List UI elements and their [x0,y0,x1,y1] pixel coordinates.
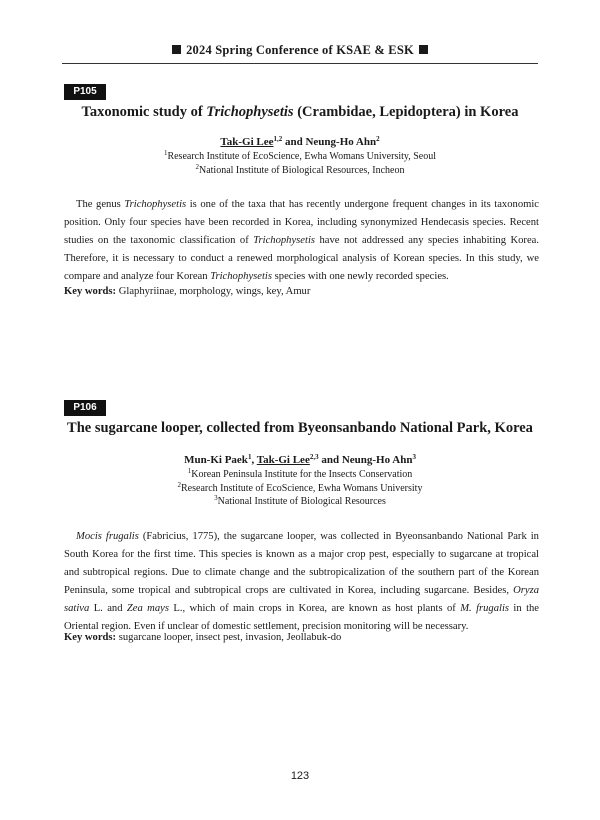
affiliation-marker: 1 [187,467,192,475]
keywords [64,286,539,297]
affiliation [50,482,550,496]
keywords-text: sugarcane looper, insect pest, invasion, Jeollabuk-do [116,632,342,643]
abstract-italic: Trichophysetis [124,199,187,210]
affiliation-marker: 2 [177,480,182,489]
presenting-author: Tak-Gi Lee [220,136,274,148]
affiliation-marker: 1,2 [273,135,283,143]
square-bullet-icon [419,45,428,54]
paper-title [50,104,550,121]
affiliation-text: National Institute of Biological Resources [217,496,386,507]
abstract-text: L., which of main crops in Korea, are known as host plants of [168,603,461,614]
affiliation [50,150,550,164]
square-bullet-icon [172,45,181,54]
affiliation [50,495,550,509]
title-text: (Crambidae, Lepidoptera) in Korea [293,104,519,120]
author-join: and [282,136,306,148]
poster-tag: P105 [64,84,106,100]
affiliation-marker: 2 [376,135,380,143]
affiliation [50,468,550,482]
running-header [62,43,538,64]
affiliation [50,164,550,178]
paper-title: The sugarcane looper, collected from Byeonsanbando National Park, Korea [67,420,533,436]
abstract-text: (Fabricius, 1775), the sugarcane looper, was collected in Byeonsanbando National Park in South Korea for the first time. This species is known as a major crop pest, especially to sugarcane at tropical and subtropical regions. Due to climate change and the subtropicalization of the southern part of the Korean Peninsula, some tropical and subtropical crops are cultivated in Korea, including sugarcane. Besides, [64,531,539,596]
abstract [64,196,539,286]
abstract-text: L. and [89,603,127,614]
author-line [50,454,550,466]
affiliation-marker: 2,3 [309,453,319,461]
abstract [64,528,539,636]
affiliation-text: Research Institute of EcoScience, Ewha Womans University [181,482,423,494]
title-italic: Trichophysetis [206,104,294,120]
abstract-text: species with one newly recorded species. [272,271,449,282]
header-text: 2024 Spring Conference of KSAE & ESK [186,43,414,57]
affiliation-marker: 3 [214,494,218,502]
keywords-label: Key words: [64,286,117,297]
author-line [50,136,550,148]
author-join: and [318,454,342,466]
affiliation-text: National Institute of Biological Resources, Incheon [198,164,405,176]
author-name: Mun-Ki Paek [184,454,248,466]
affiliation-marker: 1 [163,149,168,157]
abstract-italic: M. frugalis [460,603,510,614]
abstract-text: in the Oriental region. Even if unclear of domestic settlement, precision monitoring will be necessary. [64,603,540,632]
keywords [64,632,539,643]
abstract-text: The genus [76,199,125,210]
title-text: Taxonomic study of [81,104,207,120]
author-name: Neung-Ho Ahn [341,454,413,466]
affiliation-list [50,468,550,509]
keywords-text: Glaphyriinae, morphology, wings, key, Amur [116,286,311,297]
affiliation-marker: 3 [412,453,416,461]
affiliation-text: Korean Peninsula Institute for the Insects Conservation [191,469,413,480]
keywords-label: Key words: [64,632,117,643]
affiliation-marker: 2 [195,162,199,171]
author-join: , [251,454,257,466]
affiliation-list [50,150,550,177]
page-number: 123 [290,770,310,782]
abstract-italic: Mocis frugalis [76,531,139,542]
abstract-italic: Trichophysetis [253,235,316,246]
abstract-text: is one of the taxa that has recently undergone frequent changes in its taxonomic position. Only four species have been recorded in Korea, including synonymized Hendecasis species. Recent studies on the taxonomic classification of [64,199,540,246]
abstract-italic: Zea mays [126,603,169,614]
abstract-text: have not addressed any species inhabiting Korea. Therefore, it is necessary to conduct a renewed morphological analysis of Korean species. In this study, we compare and analyze four Korean [64,235,539,282]
abstract-italic: Oryza sativa [64,585,539,614]
affiliation-text: Research Institute of EcoScience, Ewha Womans University, Seoul [167,151,437,162]
abstract-italic: Trichophysetis [210,271,272,282]
affiliation-marker: 1 [247,453,252,461]
poster-tag: P106 [64,400,106,416]
presenting-author: Tak-Gi Lee [256,454,310,466]
author-name: Neung-Ho Ahn [305,136,377,148]
